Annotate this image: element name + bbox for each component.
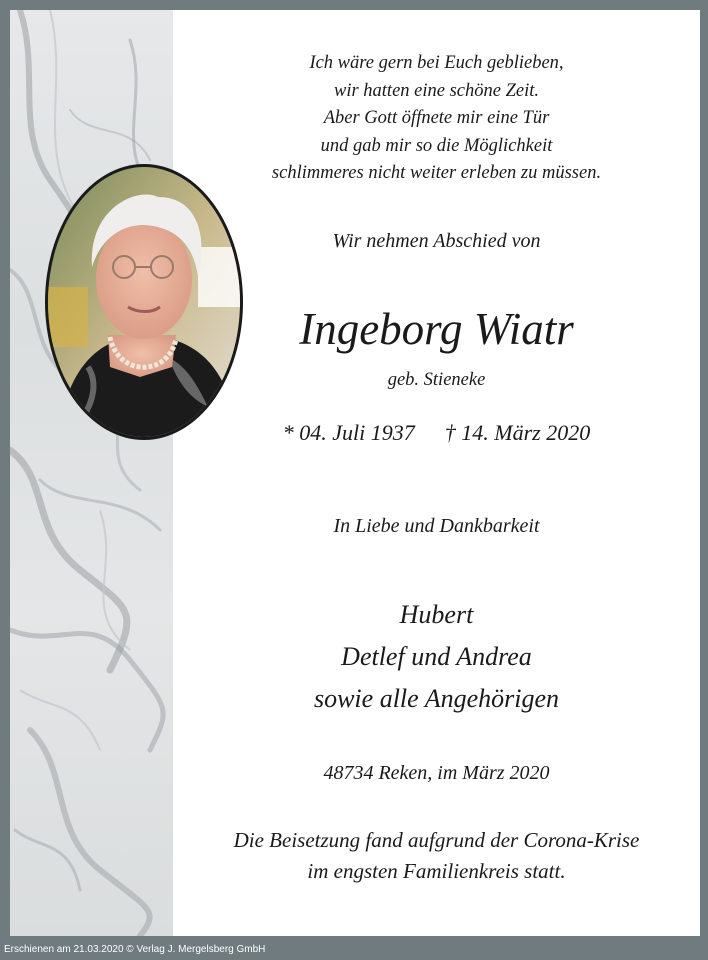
marble-texture-icon — [10, 10, 173, 936]
obituary-card — [10, 10, 700, 936]
maiden-name: geb. Stieneke — [387, 370, 486, 390]
poem-line: und gab mir so die Möglichkeit — [320, 135, 553, 156]
portrait-photo-icon — [48, 167, 240, 437]
death-date: † 14. März 2020 — [444, 420, 591, 445]
gratitude-line: In Liebe und Dankbarkeit — [333, 515, 540, 537]
poem-line: wir hatten eine schöne Zeit. — [333, 80, 539, 101]
poem-line: Ich wäre gern bei Euch geblieben, — [309, 53, 564, 73]
birth-date: * 04. Juli 1937 — [282, 420, 415, 445]
mourner: Hubert — [399, 600, 474, 629]
poem — [173, 50, 700, 188]
life-dates — [173, 420, 700, 446]
publication-footer: Erschienen am 21.03.2020 © Verlag J. Mergelsberg GmbH — [4, 944, 266, 955]
note-line: Die Beisetzung fand aufgrund der Corona-Krise — [233, 828, 640, 852]
mourner: sowie alle Angehörigen — [313, 684, 560, 713]
mourner: Detlef und Andrea — [341, 642, 532, 671]
deceased-name: Ingeborg Wiatr — [299, 304, 574, 354]
place-date: 48734 Reken, im März 2020 — [323, 762, 550, 784]
farewell-line: Wir nehmen Abschied von — [332, 230, 541, 252]
burial-note — [173, 825, 700, 887]
note-line: im engsten Familienkreis statt. — [307, 859, 566, 883]
poem-line: schlimmeres nicht weiter erleben zu müssen. — [271, 163, 602, 183]
mourners-list — [173, 594, 700, 720]
poem-line: Aber Gott öffnete mir eine Tür — [323, 108, 550, 128]
